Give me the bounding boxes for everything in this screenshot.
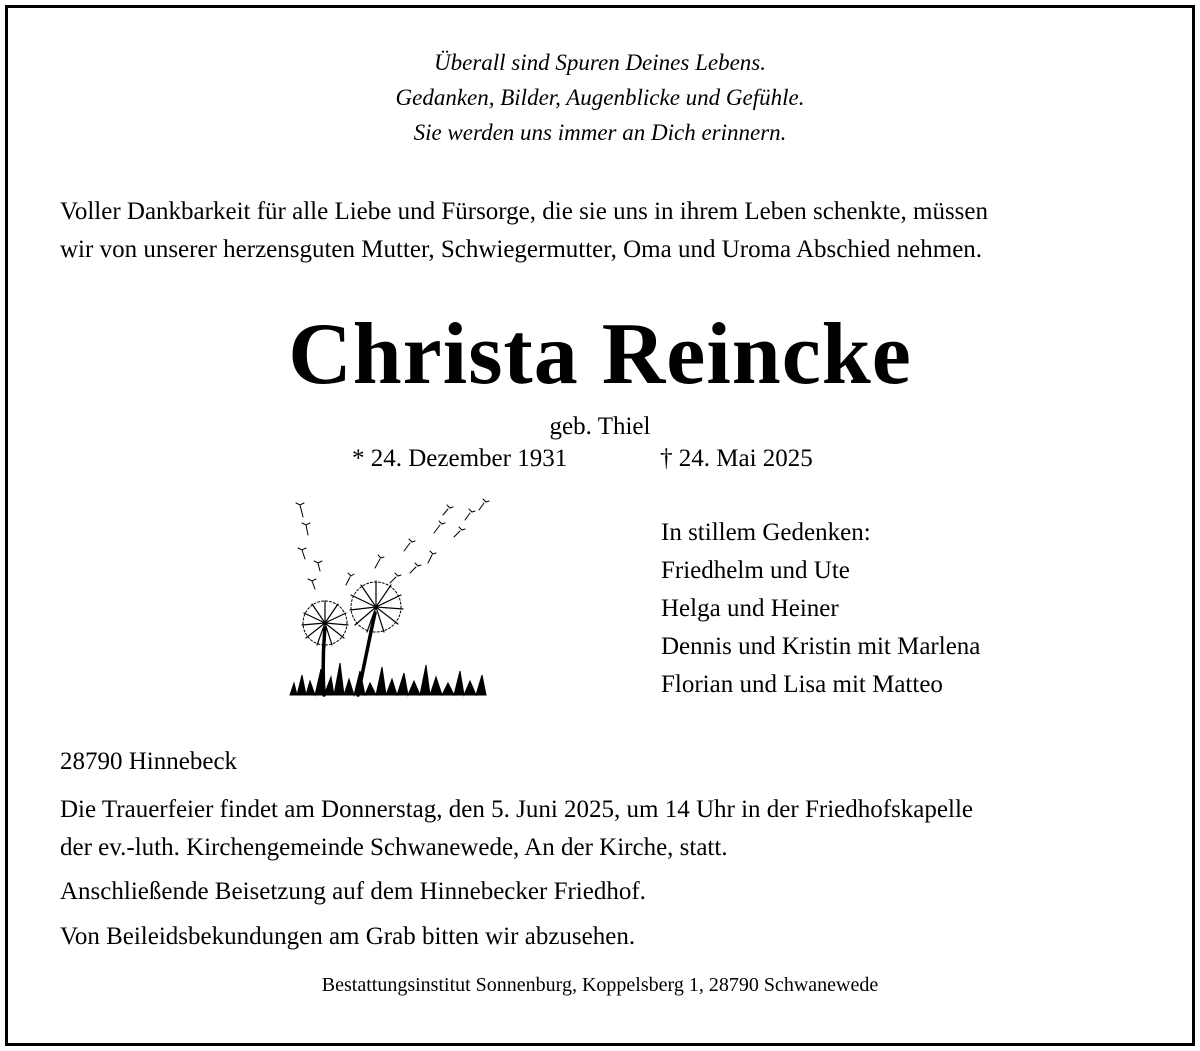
death-date: † 24. Mai 2025 — [660, 445, 813, 472]
deceased-name: Christa Reincke — [288, 306, 912, 403]
intro-line-2: wir von unserer herzensguten Mutter, Schwiegermutter, Oma und Uroma Abschied nehmen. — [60, 236, 983, 263]
birth-name: geb. Thiel — [549, 413, 651, 440]
burial-info: Anschließende Beisetzung auf dem Hinnebecker Friedhof. — [60, 878, 646, 905]
funeral-home-footer: Bestattungsinstitut Sonnenburg, Koppelsberg 1, 28790 Schwanewede — [321, 974, 879, 996]
intro-line-1: Voller Dankbarkeit für alle Liebe und Fürsorge, die sie uns in ihrem Leben schenkte, müssen — [60, 198, 989, 225]
ceremony-line-2: der ev.-luth. Kirchengemeinde Schwanewede, An der Kirche, statt. — [60, 834, 728, 861]
mourner-name-2: Helga und Heiner — [661, 595, 839, 622]
mourner-name-4: Florian und Lisa mit Matteo — [661, 671, 943, 698]
mourner-name-3: Dennis und Kristin mit Marlena — [661, 633, 981, 660]
dandelion-illustration — [288, 495, 490, 700]
poem-line-1: Überall sind Spuren Deines Lebens. — [434, 50, 766, 75]
location: 28790 Hinnebeck — [60, 748, 238, 775]
poem-line-3: Sie werden uns immer an Dich erinnern. — [413, 120, 787, 145]
mourner-name-1: Friedhelm und Ute — [661, 557, 850, 584]
ceremony-line-1: Die Trauerfeier findet am Donnerstag, den 5. Juni 2025, um 14 Uhr in der Friedhofskapelle — [60, 796, 973, 823]
condolences-info: Von Beileidsbekundungen am Grab bitten wir abzusehen. — [60, 923, 636, 950]
poem-line-2: Gedanken, Bilder, Augenblicke und Gefühle. — [395, 85, 805, 110]
mourners-heading: In stillem Gedenken: — [661, 519, 871, 546]
birth-date: * 24. Dezember 1931 — [352, 445, 568, 472]
